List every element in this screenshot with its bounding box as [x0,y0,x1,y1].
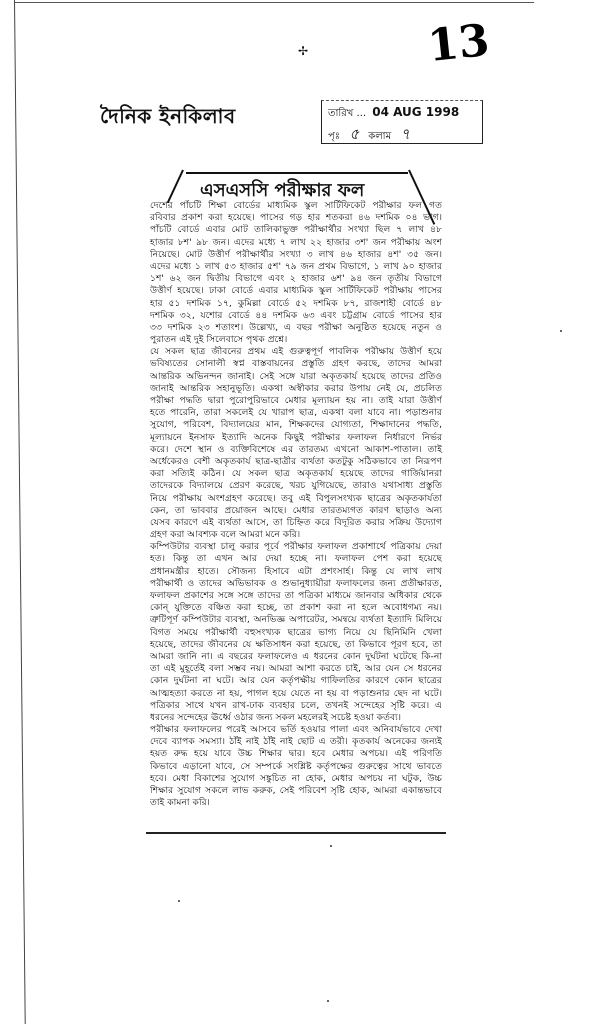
article-line: তাই কামনা করি। [150,797,210,809]
article-line: পরীক্ষার্থী ও তাদের অভিভাবক ও শুভানুধ্যায়ীরা ফলাফলের জন্য প্রতীক্ষারত, [150,577,442,589]
stamp-column-value: ৭ [400,125,411,143]
stamp-page-value: ৫ [349,125,360,143]
article-line: রবিবার প্রকাশ করা হয়েছে। পাসের গড় হার শতকরা ৪৬ দশমিক ০৪ ভাগ। [150,212,442,224]
article-line: কেন, তা ভাববার প্রয়োজন আছে। মেধার তারতম্যগত কারণ ছাড়াও অন্য [150,504,442,516]
article-line: বিগত সময়ে পরীক্ষার্থী বহুসংখ্যক ছাত্রের ভাগ্য নিয়ে যে ছিনিমিনি খেলা [150,626,442,638]
article-line: গ্রহণ করা আবশ্যক বলে আমরা মনে করি। [150,529,301,541]
article-title: এসএসসি পরীক্ষার ফল [200,180,365,201]
scan-speck [560,330,562,332]
article-line: হবে। মেধা বিকাশের সুযোগ সঙ্কুচিত না হোক, মেধার অপচয় না ঘটুক, উচ্চ [150,772,442,784]
article-line: ৩৩ দশমিক ২৩ শতাংশ। উল্লেখ্য, এ বছর পরীক্ষা অনুষ্ঠিত হয়েছে নতুন ও [150,321,442,333]
editorial-article [146,170,446,834]
article-line: পত্রিকার সাথে যখন রাখ-ঢাক ব্যবহার চলে, তখনই সন্দেহের সৃষ্টি করে। এ [150,699,442,711]
article-line: দশমিক ৩২, যশোর বোর্ডে ৪৪ দশমিক ৬৩ এবং চট্টগ্রাম বোর্ডে পাসের হার [150,309,442,321]
article-line: আমরা জানি না। এ বছরের ফলাফলেও এ ধরনের কোন দুর্ঘটনা ঘটেছে কি-না [150,650,442,662]
clipping-stamp [321,100,483,144]
article-line: কোন দুর্ঘটনা না ঘটে। আর যেন কর্তৃপক্ষীয় গাফিলতির কারণে কোন ছাত্রের [150,675,442,687]
article-line: পরীক্ষার ফলাফলের পরেই আসবে ভর্তি হওয়ার পালা এবং অনিবার্যভাবে দেখা [150,724,442,736]
article-line: করে। দেশে স্থান ও ব্যক্তিবিশেষে এর তারতম্য এখনো আকাশ-পাতাল। তাই [150,443,442,455]
scan-speck [327,1000,329,1002]
article-line: হয়ত রুদ্ধ হয়ে যাবে উচ্চ শিক্ষার দ্বার। হবে মেধার অপচয়। এই পরিণতি [150,748,442,760]
page-edge [14,0,26,1024]
article-line: তাদেরকে বিদ্যালয়ে প্রেরণ করেছে, খরচ যুগিয়েছে, তারাও যথাসাধ্য প্রস্তুতি [150,480,442,492]
handwritten-page-number: 13 [425,14,492,73]
article-line: ফলাফল প্রকাশের সঙ্গে সঙ্গে তাদের তা পত্রিকা মাধ্যমে জানবার অধিকার থেকে [150,590,442,601]
article-line: নিয়ে পরীক্ষায় অংশগ্রহণ করেছে। তবু এই বিপুলসংখ্যক ছাত্রের অকৃতকার্যতা [150,492,442,504]
stamp-date: 04 AUG 1998 [372,105,460,119]
stamp-page-label: পৃঃ [328,131,341,142]
scan-speck [178,900,180,902]
title-rule-left [167,170,184,203]
article-line: প্রধানমন্ত্রীর হাতে। সৌজন্য হিসাবে এটা প্রশংসার্হ। কিন্তু যে লাখ লাখ [150,565,442,577]
article-line: সুযোগ, পরিবেশ, বিদ্যালয়ের মান, শিক্ষকদের যোগ্যতা, শিক্ষাদানের পদ্ধতি, [150,419,442,431]
article-line: উত্তীর্ণ হয়েছে। ঢাকা বোর্ডে এবার মাধ্যমিক স্কুল সার্টিফিকেট পরীক্ষায় পাসের [150,285,442,297]
article-line: কম্পিউটার ব্যবস্থা চালু করার পূর্বে পরীক্ষার ফলাফল প্রকাশার্থে পত্রিকায় দেয়া [150,541,442,553]
article-line: পরীক্ষা পদ্ধতি দ্বারা পুরোপুরিভাবে মেধার মূল্যায়ন হয় না। তাই যারা উত্তীর্ণ [150,395,442,406]
article-line: হার ৫১ দশমিক ১৭, কুমিল্লা বোর্ডে ৫২ দশমিক ৮৭, রাজশাহী বোর্ডে ৪৮ [150,297,442,309]
article-line: মূল্যায়নে ইনসাফ ইত্যাদি অনেক কিছুই পরীক্ষার ফলাফল নির্ধারণে নির্ভর [150,431,442,443]
article-line: যে সকল ছাত্র জীবনের প্রথম এই গুরুত্বপূর্ণ পাবলিক পরীক্ষায় উত্তীর্ণ হয়ে [150,346,442,358]
article-line: দেশের পাঁচটি শিক্ষা বোর্ডের মাধ্যমিক স্কুল সার্টিফিকেট পরীক্ষার ফল গত [150,200,442,211]
article-line: যেসব কারণে এই ব্যর্থতা আসে, তা চিহ্নিত করে বিদূরিত করার সক্রিয় উদ্যোগ [150,516,442,528]
ornament-mark: ✢ [298,44,309,58]
article-line: কোন্ যুক্তিতে বঞ্চিত করা হচ্ছে, তা প্রকাশ করা না হলে অবোধগম্য নয়। [150,602,442,614]
scan-speck [330,845,332,847]
article-line: ধরনের সন্দেহের ঊর্ধ্বে ওঠার জন্য সকল মহলেরই সচেষ্ট হওয়া কর্তব্য। [150,711,402,723]
article-line: হাজার ৮শ' ৯৮ জন। এদের মধ্যে ৭ লাখ ২২ হাজার ৩শ' জন পরীক্ষায় অংশ [150,236,442,248]
article-line: করা সত্যিই কঠিন। যে সকল ছাত্র অকৃতকার্য হয়েছে তাদের গার্জিয়ানরা [150,468,442,480]
article-line: হতে পারেনি, তারা সকলেই যে খারাপ ছাত্র, একথা বলা যাবে না। পড়াশুনার [150,407,442,419]
article-line: হয়েছে, তাদের জীবনের যে ক্ষতিসাধন করা হয়েছে, তা কিভাবে পূরণ হবে, তা [150,638,442,650]
article-line: আত্মহত্যা করতে না হয়, পাগল হয়ে যেতে না হয় বা পড়াশুনার ছেদ না ঘটে। [150,687,442,699]
article-line: জানাই আন্তরিক সহানুভূতি। একথা অস্বীকার করার উপায় নেই যে, প্রচলিত [150,382,442,394]
article-line: দেবে ব্যাপক সমস্যা। ঠাঁই নাই ঠাঁই নাই ছোট এ তরী। কৃতকার্য অনেকের জন্যই [150,736,442,748]
newspaper-masthead: দৈনিক ইনকিলাব [100,104,236,128]
article-body [150,200,442,809]
title-box [186,172,408,200]
stamp-column-label: কলাম [368,131,392,142]
page-edge-top [14,2,534,3]
article-line: অর্ধেকেরও বেশী অকৃতকার্য ছাত্র-ছাত্রীর ব্যর্থতা কতটুকু সঠিকভাবে তা নিরূপণ [150,455,442,467]
article-line: ভবিষ্যতের সোনালী স্বপ্ন বাস্তবায়নের প্রস্তুতি গ্রহণ করছে, তাদের আমরা [150,358,442,370]
article-line: তা এই মুহূর্তেই বলা সম্ভব নয়। আমরা আশা করতে চাই, আর যেন সে ধরনের [150,663,442,675]
article-line: কিভাবে এড়ানো যাবে, সে সম্পর্কে সংশ্লিষ্ট কর্তৃপক্ষের গুরুত্বের সাথে ভাবতে [150,760,442,772]
article-line: আন্তরিক অভিনন্দন জানাই। সেই সঙ্গে যারা অকৃতকার্য হয়েছে তাদের প্রতিও [150,370,442,382]
article-line: ১শ' ৬২ জন দ্বিতীয় বিভাগে এবং ২ হাজার ৬শ' ৯৪ জন তৃতীয় বিভাগে [150,273,442,285]
article-line: পুরাতন এই দুই সিলেবাসে পৃথক প্রশ্নে। [150,334,288,346]
stamp-date-label: তারিখ ... [328,108,367,119]
article-line: এদের মধ্যে ১ লাখ ৫৩ হাজার ৫শ' ৭৯ জন প্রথম বিভাগে, ১ লাখ ৯০ হাজার [150,260,442,272]
article-line: হত। কিন্তু তা এখন আর দেয়া হচ্ছে না। ফলাফল পেশ করা হয়েছে [150,553,442,565]
article-line: পাঁচটি বোর্ডে এবার মোট তালিকাভুক্ত পরীক্ষার্থীর সংখ্যা ছিল ৭ লাখ ৪৮ [150,224,442,236]
article-line: ত্রুটিপূর্ণ কম্পিউটার ব্যবস্থা, অনভিজ্ঞ অপারেটর, সমন্বয়ে ব্যর্থতা ইত্যাদি মিলিয়ে [150,614,442,626]
article-line: শিক্ষার সুযোগ সকলে লাভ করুক, সেই পরিবেশ সৃষ্টি হোক, আমরা একান্তভাবে [150,785,442,796]
article-line: নিয়েছে। মোট উত্তীর্ণ পরীক্ষার্থীর সংখ্যা ৩ লাখ ৪৬ হাজার ৪শ' ৩৫ জন। [150,248,442,260]
